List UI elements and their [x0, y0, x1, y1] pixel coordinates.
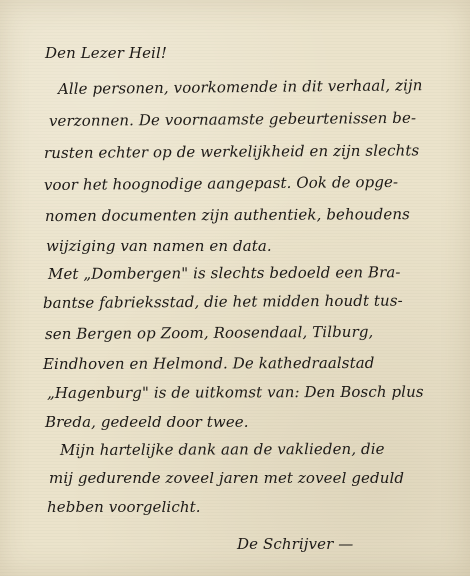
letter-line-12: Breda, gedeeld door twee.	[45, 413, 249, 431]
letter-line-8: bantse fabrieksstad, die het midden houdt tus-	[42, 291, 403, 312]
letter-line-13: Mijn hartelijke dank aan de vaklieden, die	[59, 439, 385, 459]
letter-line-15: hebben voorgelicht.	[47, 498, 201, 516]
letter-line-9: sen Bergen op Zoom, Roosendaal, Tilburg,	[44, 322, 374, 343]
letter-line-1: Alle personen, voorkomende in dit verhaal, zijn	[57, 76, 423, 98]
letter-salutation: Den Lezer Heil!	[45, 44, 167, 62]
letter-line-5: nomen documenten zijn authentiek, behoudens	[44, 205, 410, 225]
letter-line-3: rusten echter op de werkelijkheid en zijn slechts	[43, 141, 420, 162]
letter-line-6: wijziging van namen en data.	[46, 237, 272, 255]
letter-line-10: Eindhoven en Helmond. De kathedraalstad	[42, 353, 375, 373]
letter-line-7: Met „Dombergen" is slechts bedoeld een Bra-	[47, 263, 401, 283]
letter-line-11: „Hagenburg" is de uitkomst van: Den Bosch plus	[46, 382, 424, 402]
letter-line-14: mij gedurende zoveel jaren met zoveel geduld	[49, 469, 405, 487]
letter-line-2: verzonnen. De voornaamste gebeurtenissen be-	[48, 108, 417, 130]
letter-line-4: voor het hoognodige aangepast. Ook de opge-	[43, 172, 399, 194]
letter-signature: De Schrijver —	[237, 535, 354, 553]
